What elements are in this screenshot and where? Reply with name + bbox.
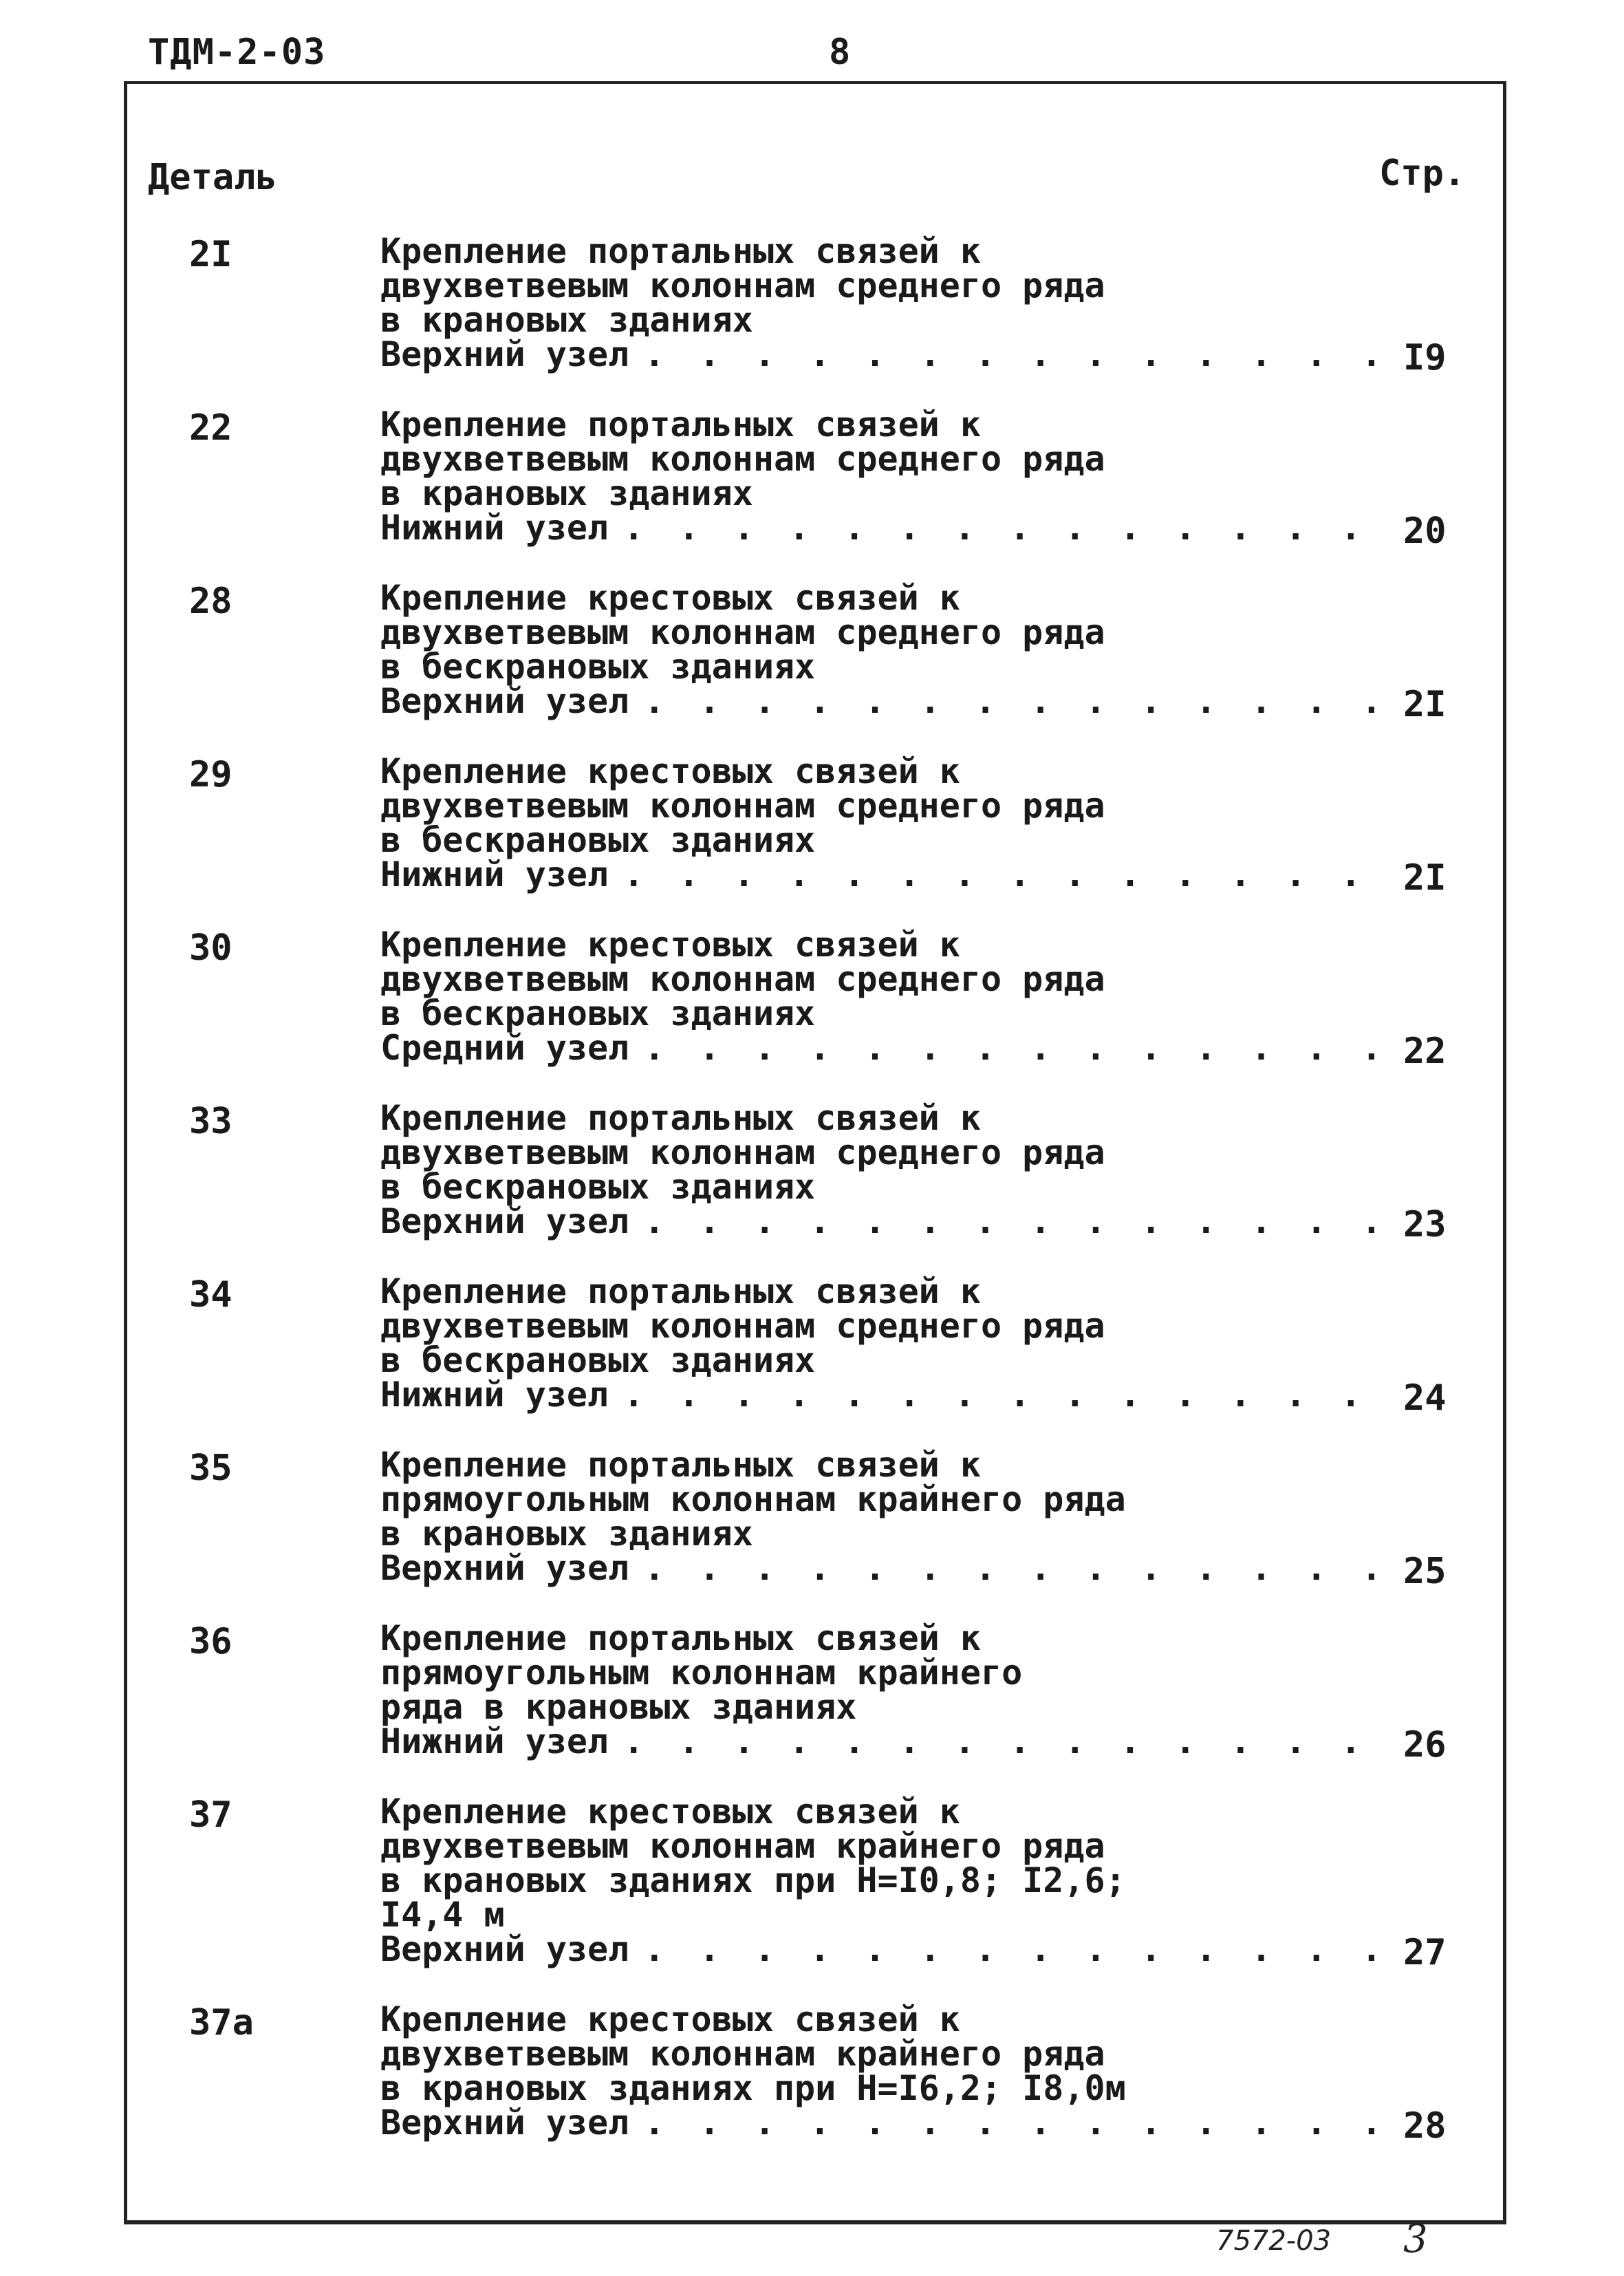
leader-dots: . . . . . . . . . . . . . . (644, 2103, 1389, 2143)
description-line: двухветвевым колоннам среднего ряда (380, 959, 1105, 999)
detail-description (380, 1618, 1368, 1761)
page-reference: 22 (1403, 1031, 1447, 1072)
toc-entry (0, 1618, 1624, 1794)
node-line (380, 334, 1389, 374)
page-reference: I9 (1403, 337, 1447, 378)
node-line (380, 1721, 1368, 1761)
page-reference: 25 (1403, 1551, 1447, 1592)
detail-number: 29 (189, 754, 232, 795)
description-line: прямоугольным колоннам крайнего ряда (380, 1479, 1126, 1519)
footer-document-number: 7572-03 (1216, 2225, 1332, 2257)
node-label: Верхний узел (380, 1548, 629, 1588)
page-reference: 28 (1403, 2105, 1447, 2147)
leader-dots: . . . . . . . . . . . . . . (623, 1721, 1368, 1761)
description-line: двухветвевым колоннам среднего ряда (380, 266, 1105, 305)
toc-entry (0, 578, 1624, 754)
description-line: в крановых зданиях (380, 473, 753, 513)
leader-dots: . . . . . . . . . . . . . . (644, 1201, 1389, 1241)
toc-entry (0, 927, 1624, 1101)
node-label: Нижний узел (380, 508, 609, 548)
detail-description (380, 1271, 1368, 1415)
description-line: двухветвевым колоннам крайнего ряда (380, 2034, 1105, 2074)
toc-entry (0, 1098, 1624, 1274)
toc-entry (0, 1271, 1624, 1448)
description-line: двухветвевым колоннам среднего ряда (380, 1132, 1105, 1172)
description-line: Крепление портальных связей к (380, 405, 981, 444)
description-line: двухветвевым колоннам среднего ряда (380, 1306, 1105, 1346)
node-label: Нижний узел (380, 1721, 609, 1761)
description-line: Крепление портальных связей к (380, 1098, 981, 1138)
page-reference: 2I (1403, 684, 1447, 725)
toc-entry (0, 231, 1624, 407)
node-label: Нижний узел (380, 1375, 609, 1415)
leader-dots: . . . . . . . . . . . . . . (623, 855, 1368, 894)
detail-description (380, 1792, 1389, 1969)
detail-number: 28 (189, 581, 232, 622)
description-line: в бескрановых зданиях (380, 820, 816, 860)
toc-entry (0, 1794, 1624, 2002)
footer-sheet-number: 3 (1403, 2217, 1428, 2262)
description-line: Крепление крестовых связей к (380, 578, 960, 618)
page-reference: 27 (1403, 1932, 1447, 1973)
description-line: в крановых зданиях (380, 1514, 753, 1554)
column-header-detail: Деталь (148, 157, 277, 198)
document-code: ТДМ-2-03 (148, 32, 326, 73)
description-line: Крепление крестовых связей к (380, 1792, 960, 1832)
node-line (380, 1548, 1389, 1588)
description-line: Крепление крестовых связей к (380, 751, 960, 791)
leader-dots: . . . . . . . . . . . . . . (644, 1929, 1389, 1969)
page-reference: 20 (1403, 511, 1447, 552)
node-line (380, 2103, 1389, 2143)
description-line: в крановых зданиях при Н=I6,2; I8,0м (380, 2068, 1126, 2108)
detail-number: 37 (189, 1794, 232, 1836)
leader-dots: . . . . . . . . . . . . . . (623, 508, 1368, 548)
page-number: 8 (829, 32, 851, 73)
node-label: Верхний узел (380, 681, 629, 721)
page-reference: 2I (1403, 857, 1447, 899)
description-line: в бескрановых зданиях (380, 647, 816, 687)
node-label: Верхний узел (380, 334, 629, 374)
description-line: Крепление портальных связей к (380, 1445, 981, 1485)
detail-description (380, 1999, 1389, 2143)
page-reference: 23 (1403, 1204, 1447, 1245)
detail-number: 30 (189, 927, 232, 969)
detail-description (380, 1445, 1389, 1588)
node-line (380, 508, 1368, 548)
node-label: Средний узел (380, 1028, 629, 1068)
description-line: в крановых зданиях при Н=I0,8; I2,6; (380, 1860, 1126, 1900)
page-header (0, 26, 1624, 81)
description-line: двухветвевым колоннам среднего ряда (380, 786, 1105, 826)
node-line (380, 1028, 1389, 1068)
description-line: в бескрановых зданиях (380, 1167, 816, 1207)
node-line (380, 1201, 1389, 1241)
leader-dots: . . . . . . . . . . . . . . (644, 1548, 1389, 1588)
description-line: Крепление портальных связей к (380, 231, 981, 271)
detail-description (380, 578, 1389, 721)
detail-description (380, 1098, 1389, 1241)
toc-entry (0, 1999, 1624, 2176)
leader-dots: . . . . . . . . . . . . . . (623, 1375, 1368, 1415)
node-label: Верхний узел (380, 1201, 629, 1241)
page-reference: 24 (1403, 1377, 1447, 1419)
page-reference: 26 (1403, 1724, 1447, 1765)
leader-dots: . . . . . . . . . . . . . . (644, 334, 1389, 374)
detail-number: 34 (189, 1274, 232, 1316)
detail-number: 35 (189, 1448, 232, 1489)
detail-number: 33 (189, 1101, 232, 1142)
description-line: в крановых зданиях (380, 300, 753, 340)
description-line: Крепление портальных связей к (380, 1618, 981, 1658)
node-line (380, 1375, 1368, 1415)
detail-number: 36 (189, 1621, 232, 1662)
toc-entry (0, 751, 1624, 927)
detail-description (380, 231, 1389, 374)
node-line (380, 681, 1389, 721)
description-line: Крепление крестовых связей к (380, 925, 960, 965)
description-line: в бескрановых зданиях (380, 994, 816, 1033)
detail-description (380, 751, 1368, 894)
toc-entry (0, 1445, 1624, 1621)
node-line (380, 855, 1368, 894)
table-of-contents (0, 231, 1624, 2176)
description-line: I4,4 м (380, 1895, 505, 1935)
description-line: прямоугольным колоннам крайнего (380, 1653, 1023, 1693)
description-line: двухветвевым колоннам среднего ряда (380, 612, 1105, 652)
detail-number: 22 (189, 407, 232, 449)
column-header-page: Стр. (1379, 153, 1466, 194)
node-label: Верхний узел (380, 2103, 629, 2143)
description-line: двухветвевым колоннам крайнего ряда (380, 1826, 1105, 1866)
description-line: двухветвевым колоннам среднего ряда (380, 439, 1105, 479)
detail-description (380, 925, 1389, 1068)
toc-entry (0, 407, 1624, 581)
node-line (380, 1929, 1389, 1969)
detail-number: 2I (189, 234, 232, 275)
leader-dots: . . . . . . . . . . . . . . (644, 681, 1389, 721)
node-label: Нижний узел (380, 855, 609, 894)
description-line: Крепление портальных связей к (380, 1271, 981, 1311)
description-line: в бескрановых зданиях (380, 1340, 816, 1380)
detail-number: 37а (189, 2002, 254, 2043)
leader-dots: . . . . . . . . . . . . . . (644, 1028, 1389, 1068)
description-line: Крепление крестовых связей к (380, 1999, 960, 2039)
node-label: Верхний узел (380, 1929, 629, 1969)
detail-description (380, 405, 1368, 548)
description-line: ряда в крановых зданиях (380, 1687, 857, 1727)
